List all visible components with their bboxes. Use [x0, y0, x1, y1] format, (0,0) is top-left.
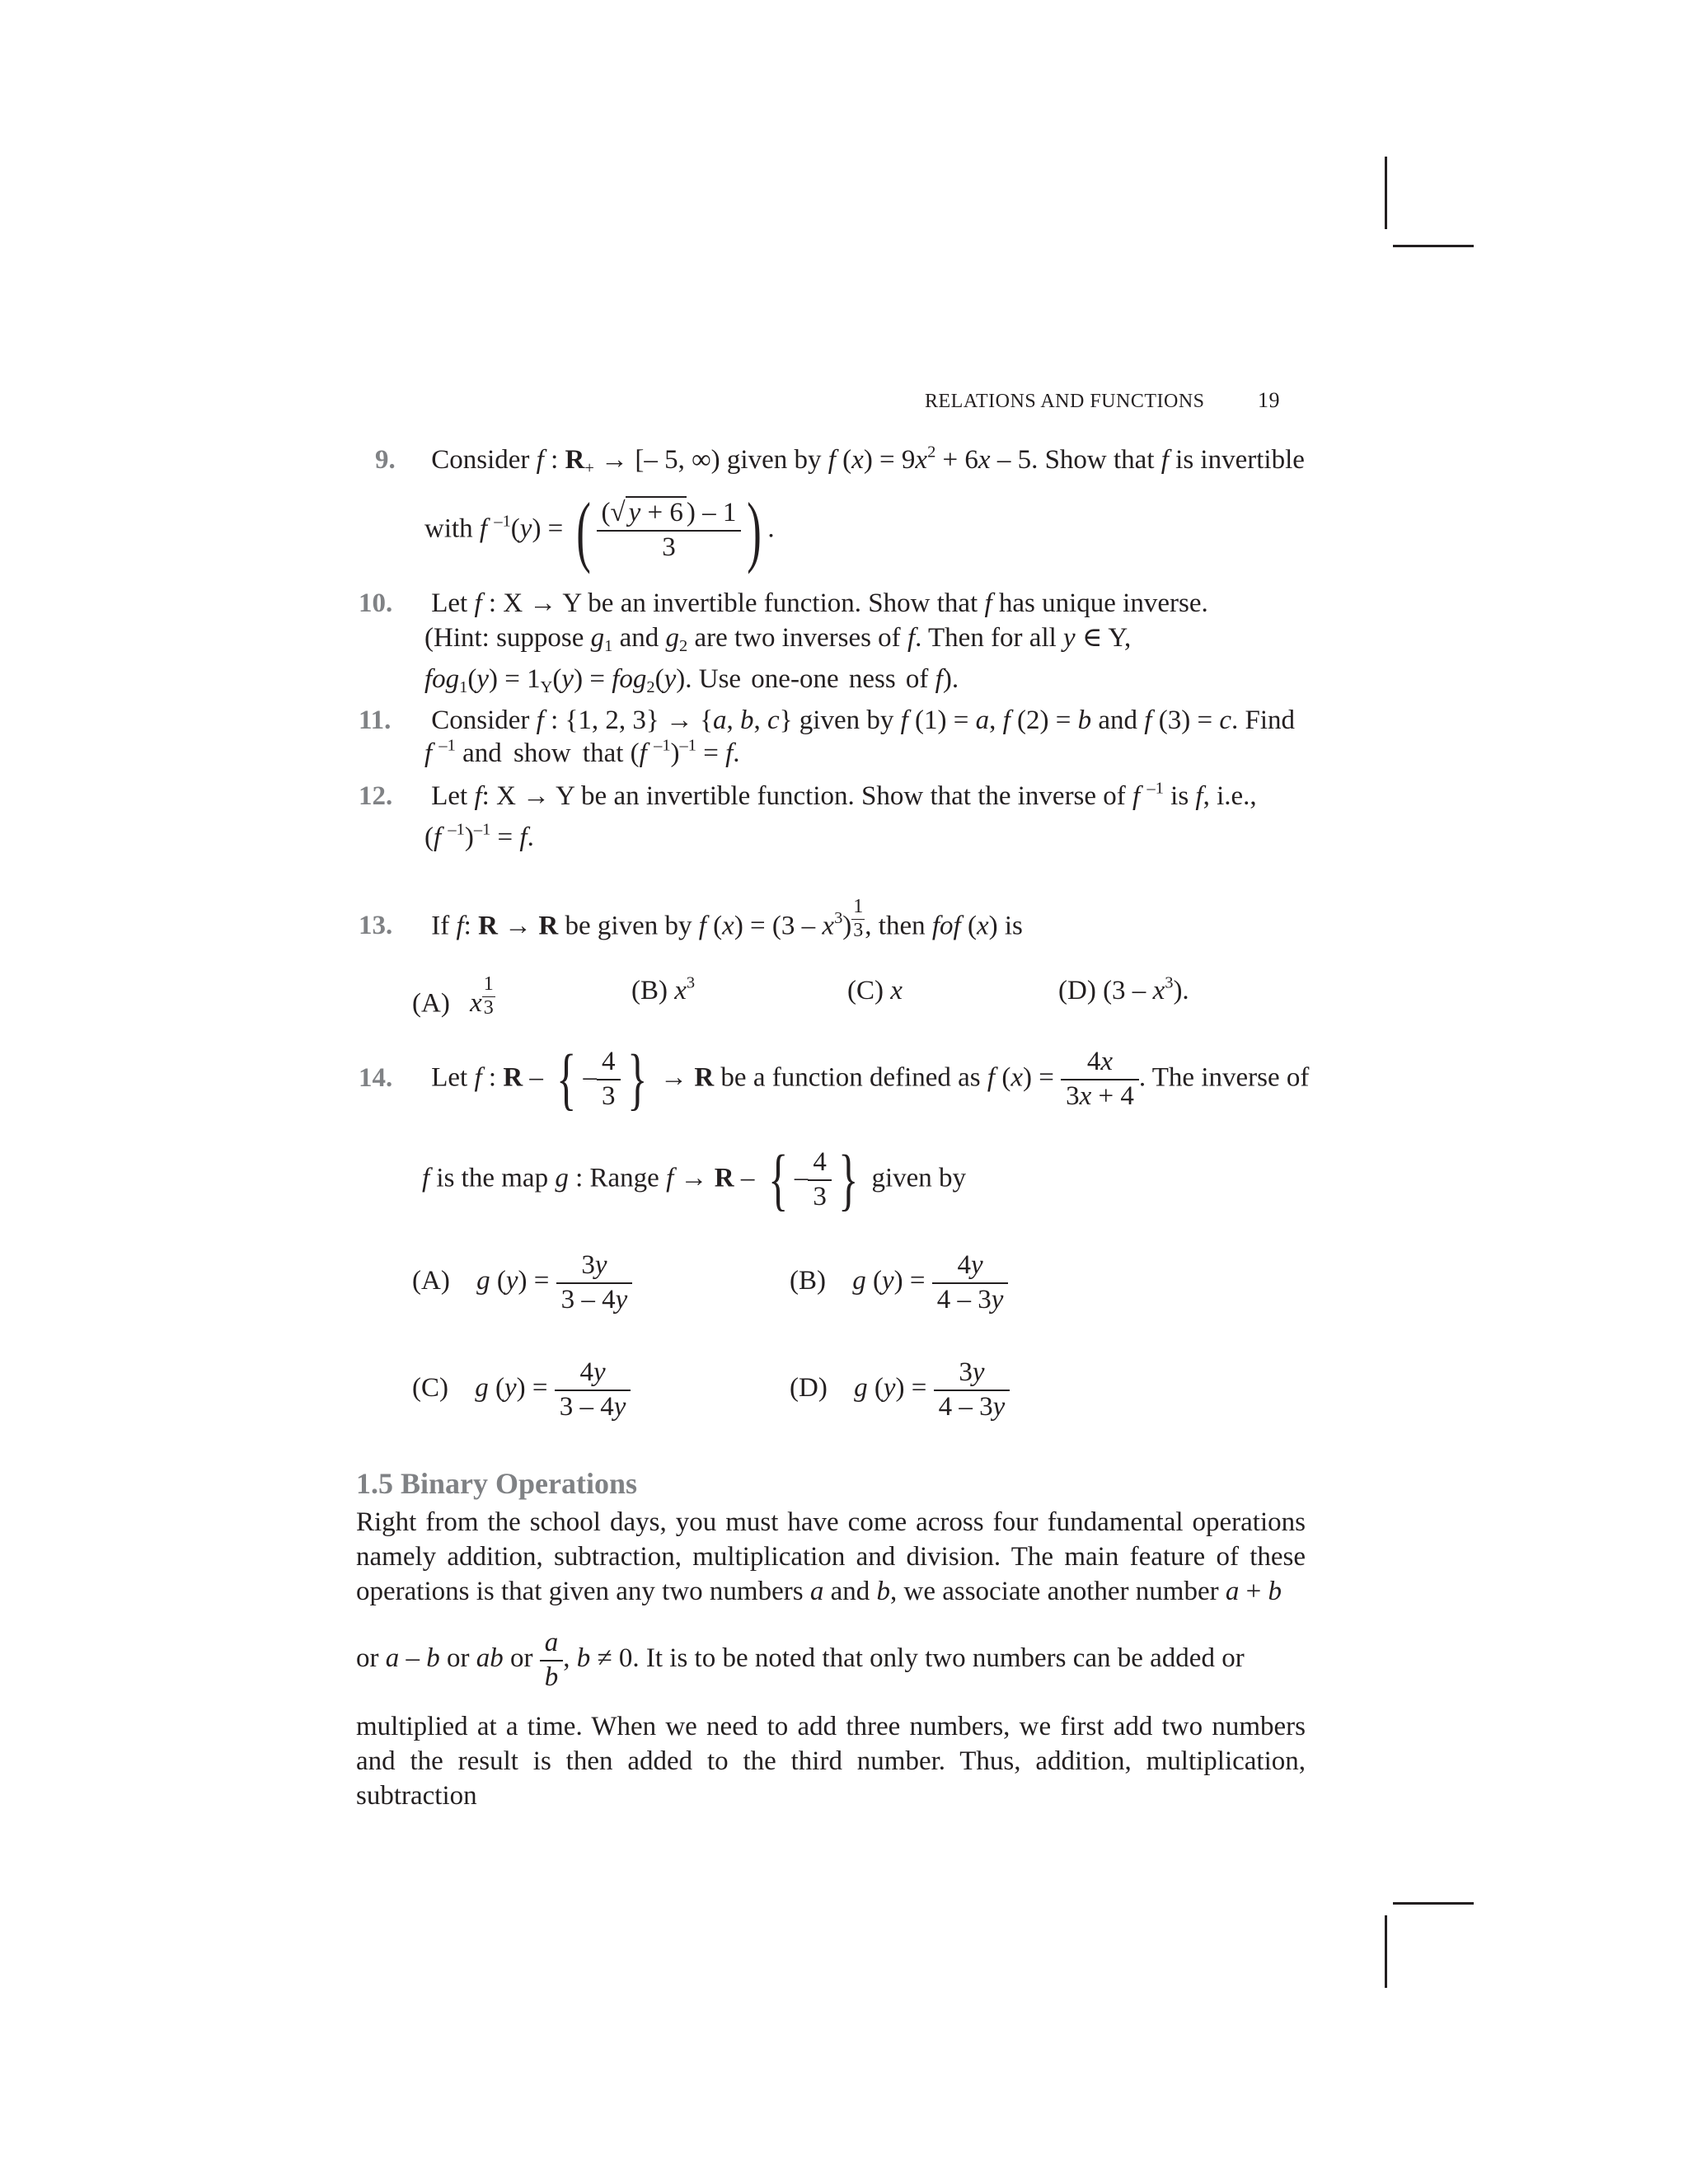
question-number: 9. — [375, 445, 396, 475]
page-number: 19 — [1258, 388, 1281, 412]
crop-mark-top-horizontal — [1393, 245, 1474, 247]
running-title: RELATIONS AND FUNCTIONS — [925, 391, 1205, 412]
question-14-option-a: (A) g (y) = $\frac{3y}{3 - 4y}$ — [412, 1251, 632, 1315]
question-14-option-d: (D) g (y) = $\frac{3y}{4 - 3y}$ — [790, 1358, 1010, 1422]
question-10-hint-2: $fog_1(y) = 1_Y(y) = fog_2(y)$. Use one-one ness of f). — [424, 664, 959, 697]
question-9: 9. Consider f : $R_+$ → [– 5, ∞) given by f $(x) = 9x^2 + 6x - 5$. Show that f is invertible — [375, 443, 1305, 478]
question-12: 12. Let f: X → Y be an invertible function. Show that the inverse of f $^{-1}$ is f, i.e., — [359, 780, 1257, 813]
question-13-option-a: (A) x $^{\frac{1}{3}}$ — [412, 973, 494, 1019]
question-12-line2: (f $^{-1}$)$^{-1}$ = f. — [424, 820, 534, 852]
question-number: 10. — [359, 588, 393, 618]
inverse-fraction: $\frac{(√ y + 6 ) - 1}{3}$ — [597, 499, 742, 562]
question-11-line2: f $^{-1}$ and show that (f $^{-1}$)$^{-1}$ = f. — [424, 736, 740, 768]
question-number: 13. — [359, 911, 393, 941]
question-number: 14. — [359, 1062, 393, 1093]
question-10-hint: (Hint: suppose $g_1$ and $g_2$ are two inverses of f. Then for all y ∈ Y, — [424, 623, 1132, 656]
section-heading: 1.5 Binary Operations — [356, 1467, 638, 1500]
question-14: 14. Let f : R – { – $\frac{4}{3}$ } → R be a function defined as f (x) = $\frac{4x}{3x + 4}$ . The inverse of — [359, 1041, 1310, 1118]
section-paragraph-1: Right from the school days, you must have come across four fundamental operations namely addition, subtraction, multiplication and division. The main feature of these operations is that given any two numbers a and b, we associate another number a + b — [356, 1507, 1306, 1606]
question-11: 11. Consider f : {1, 2, 3} → {a, b, c} given by f (1) = a, f (2) = b and f (3) = c. Find — [359, 704, 1295, 738]
section-fraction-line: or a – b or ab or $\frac{a}{b}$ , b ≠ 0. It is to be noted that only two numbers can be added or — [356, 1628, 1245, 1692]
running-header — [925, 387, 1280, 415]
crop-mark-bottom-vertical — [1385, 1915, 1387, 1988]
question-14-line2: f is the map g : Range f → R – { – $\frac{4}{3}$ } given by — [422, 1141, 967, 1218]
question-10: 10. Let f : X → Y be an invertible function. Show that f has unique inverse. — [359, 587, 1208, 621]
question-13-option-d: (D) $(3 - x^3)$. — [1058, 973, 1189, 1005]
question-13: 13. If f: R → R be given by f $(x) = (3 - x^3)$ $^{\frac{1}{3}}$ , then fof (x) is — [359, 897, 1023, 944]
question-number: 12. — [359, 781, 393, 811]
question-13-option-c: (C) x — [847, 976, 903, 1005]
question-13-option-b: (B) $x^3$ — [631, 973, 696, 1005]
question-14-option-b: (B) g (y) = $\frac{4y}{4 - 3y}$ — [790, 1251, 1008, 1315]
crop-mark-bottom-horizontal — [1393, 1902, 1474, 1905]
question-14-option-c: (C) g (y) = $\frac{4y}{3 - 4y}$ — [412, 1358, 631, 1422]
question-9-inverse: with f $^{-1}$(y) = ( $\frac{(√ y + 6 ) - 1}{3}$ ) . — [424, 486, 775, 574]
question-number: 11. — [359, 705, 392, 735]
section-paragraph-2: multiplied at a time. When we need to add three numbers, we first add two numbers and the result is then added to the third number. Thus, addition, multiplication, subtraction — [356, 1712, 1306, 1811]
crop-mark-top-vertical — [1385, 157, 1387, 229]
